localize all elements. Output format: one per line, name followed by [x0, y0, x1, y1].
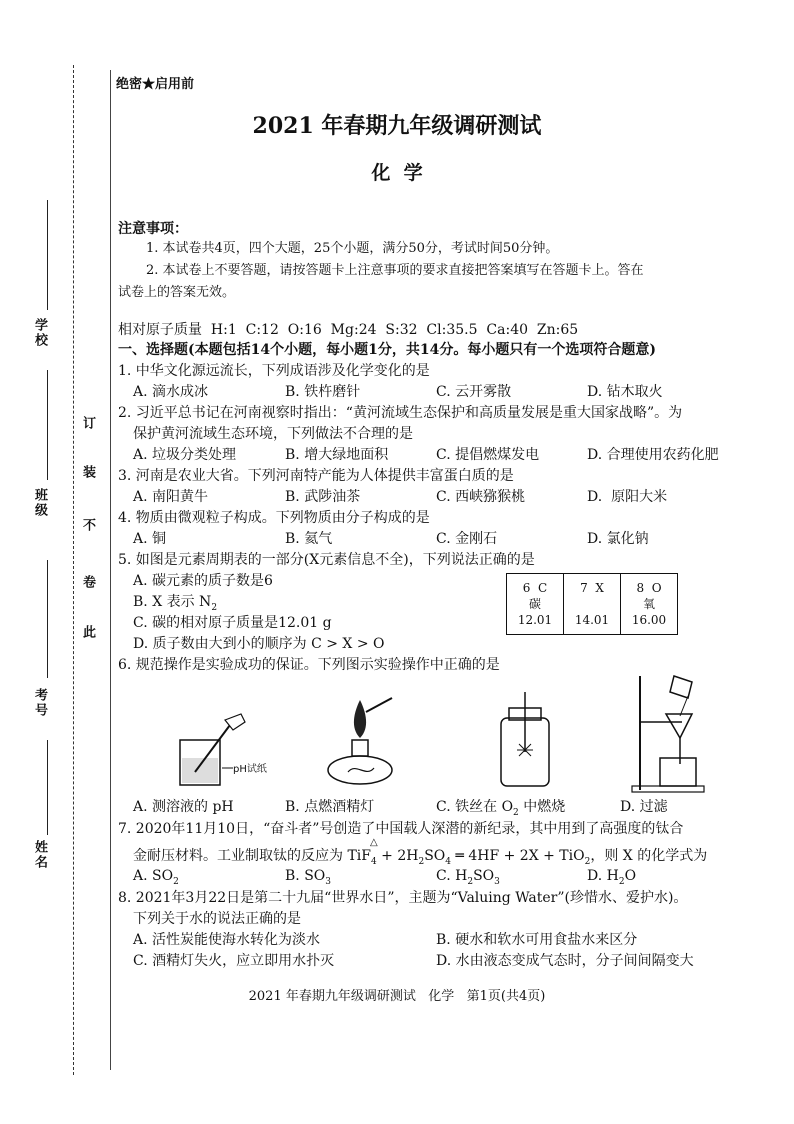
secret-label: 绝密★启用前 — [116, 77, 195, 92]
q2-stem-line1: 2. 习近平总书记在河南视察时指出：“黄河流域生态保护和高质量发展是重大国家战略”。为 — [118, 405, 683, 421]
q1-option-c: C. 云开雾散 — [436, 384, 512, 400]
q7-option-c — [436, 867, 500, 891]
subject-title: 化 学 — [371, 162, 423, 184]
q8-option-c: C. 酒精灯失火，应立即用水扑灭 — [133, 953, 335, 969]
notes-item-2: 2. 本试卷上不要答题，请按答题卡上注意事项的要求直接把答案填写在答题卡上。答在 — [146, 263, 644, 278]
exam-no-label: 考号 — [32, 688, 47, 718]
q7-stem-line1: 7. 2020年11月10日，“奋斗者”号创造了中国载人深潜的新纪录，其中用到了高强度的钛合 — [118, 821, 684, 837]
q7-option-c-text2: SO — [473, 868, 495, 884]
q7-option-a — [133, 867, 179, 891]
q7-option-a-sub: 2 — [173, 876, 179, 887]
q3-option-c: C. 西峡猕猴桃 — [436, 489, 526, 505]
q7-option-c-text: C. H — [436, 868, 468, 884]
oxygen-number-symbol: 8 O — [636, 581, 662, 595]
notes-title: 注意事项： — [118, 221, 188, 237]
name-label: 姓名 — [32, 840, 47, 870]
warning-char-3: 不 — [80, 518, 95, 533]
q1-stem: 1. 中华文化源远流长，下列成语涉及化学变化的是 — [118, 363, 430, 379]
q8-option-b: B. 硬水和软水可用食盐水来区分 — [436, 932, 638, 948]
q5-option-b-subscript: 2 — [211, 602, 218, 613]
q7-option-c-sub1: 2 — [467, 876, 474, 887]
q8-option-a: A. 活性炭能使海水转化为淡水 — [133, 932, 321, 948]
name-fill-line — [47, 740, 48, 835]
q3-option-d: D. 原阳大米 — [587, 489, 668, 505]
q7-text-b: + 2H — [376, 848, 419, 864]
q7-text-a: 金耐压材料。工业制取钛的反应为 TiF — [133, 848, 371, 864]
school-label: 学校 — [32, 318, 47, 348]
q8-option-d: D. 水由液态变成气态时，分子间间隔变大 — [436, 953, 694, 969]
carbon-mass: 12.01 — [517, 613, 553, 627]
q3-option-b: B. 武陟油茶 — [285, 489, 361, 505]
q7-option-c-sub2: 3 — [494, 876, 500, 887]
exam-title: 2021 年春期九年级调研测试 — [252, 113, 542, 139]
q7-option-a-text: A. SO — [133, 868, 174, 884]
q7-option-b-sub: 3 — [325, 876, 331, 887]
q1-option-a: A. 滴水成冰 — [133, 384, 209, 400]
q4-option-d: D. 氯化钠 — [587, 531, 649, 547]
element-cell-x — [564, 574, 621, 635]
atomic-mass-line: 相对原子质量 H:1 C:12 O:16 Mg:24 S:32 Cl:35.5 Ca:40 Zn:65 — [118, 322, 579, 338]
margin-rule — [110, 70, 111, 1070]
ph-test-illustration — [175, 710, 285, 790]
q5-stem: 5. 如图是元素周期表的一部分(X元素信息不全)，下列说法正确的是 — [118, 552, 535, 568]
q7-sub-4b: 4 — [445, 856, 452, 867]
q1-option-d: D. 钻木取火 — [587, 384, 663, 400]
q3-stem: 3. 河南是农业大省。下列河南特产能为人体提供丰富蛋白质的是 — [118, 468, 514, 484]
notes-item-3: 试卷上的答案无效。 — [118, 285, 236, 300]
iron-wire-illustration — [495, 690, 555, 790]
q8-stem-line1: 8. 2021年3月22日是第二十九届“世界水日”，主题为“Valuing Water”(珍惜水、爱护水)。 — [118, 890, 688, 906]
q4-option-c: C. 金刚石 — [436, 531, 498, 547]
q5-option-b-text: B. X 表示 N — [133, 594, 212, 610]
x-name — [565, 596, 619, 612]
q7-option-d-sub: 2 — [618, 876, 625, 887]
warning-char-1: 订 — [80, 416, 95, 431]
carbon-name: 碳 — [528, 597, 541, 611]
heat-symbol: △ — [370, 837, 378, 848]
q6-option-a: A. 测溶液的 pH — [133, 799, 234, 815]
alcohol-lamp-illustration — [322, 690, 402, 790]
q5-option-a: A. 碳元素的质子数是6 — [133, 573, 273, 589]
notes-item-1: 1. 本试卷共4页，四个大题，25个小题，满分50分，考试时间50分钟。 — [146, 241, 559, 256]
warning-char-5: 此 — [80, 625, 95, 640]
q6-option-c-tail: 中燃烧 — [523, 799, 566, 815]
q7-sub-2a: 2 — [418, 856, 425, 867]
x-number-symbol: 7 X — [580, 581, 604, 595]
q7-text-e: ，则 X 的化学式为 — [590, 848, 708, 864]
element-cell-carbon — [507, 574, 564, 635]
oxygen-mass: 16.00 — [631, 613, 667, 627]
periodic-table-fragment — [506, 573, 678, 635]
q8-stem-line2: 下列关于水的说法正确的是 — [133, 911, 301, 927]
q4-option-b: B. 氦气 — [285, 531, 333, 547]
q6-option-c — [436, 798, 565, 822]
q5-option-c: C. 碳的相对原子质量是12.01 g — [133, 615, 332, 631]
class-fill-line — [47, 370, 48, 480]
binding-line — [73, 65, 75, 1075]
q6-option-c-subscript: 2 — [513, 807, 519, 818]
q7-option-b — [285, 867, 331, 891]
warning-char-4: 卷 — [80, 575, 95, 590]
q5-option-d: D. 质子数由大到小的顺序为 C > X > O — [133, 636, 385, 652]
q2-option-b: B. 增大绿地面积 — [285, 447, 389, 463]
q6-option-d: D. 过滤 — [620, 799, 668, 815]
q6-option-c-text: C. 铁丝在 O — [436, 799, 514, 815]
exam-no-fill-line — [47, 560, 48, 678]
q7-option-d — [587, 867, 636, 891]
q7-text-c: SO — [424, 848, 446, 864]
section-heading: 一、选择题(本题包括14个小题，每小题1分，共14分。每小题只有一个选项符合题意) — [118, 342, 656, 358]
school-fill-line — [47, 200, 48, 310]
q4-option-a: A. 铜 — [133, 531, 167, 547]
class-label: 班级 — [32, 488, 47, 518]
carbon-number-symbol: 6 C — [522, 581, 548, 595]
q2-option-a: A. 垃圾分类处理 — [133, 447, 237, 463]
q1-option-b: B. 铁杵磨针 — [285, 384, 361, 400]
q2-option-c: C. 提倡燃煤发电 — [436, 447, 540, 463]
q6-option-b: B. 点燃酒精灯 — [285, 799, 375, 815]
q3-option-a: A. 南阳黄牛 — [133, 489, 209, 505]
q2-option-d: D. 合理使用农药化肥 — [587, 447, 719, 463]
q7-option-d-text2: O — [624, 868, 637, 884]
page-footer: 2021 年春期九年级调研测试 化学 第1页(共4页) — [248, 989, 546, 1004]
x-mass: 14.01 — [574, 613, 610, 627]
q7-option-d-text: D. H — [587, 868, 619, 884]
q4-stem: 4. 物质由微观粒子构成。下列物质由分子构成的是 — [118, 510, 430, 526]
q6-stem: 6. 规范操作是实验成功的保证。下列图示实验操作中正确的是 — [118, 657, 500, 673]
element-cell-oxygen — [621, 574, 678, 635]
q7-option-b-text: B. SO — [285, 868, 326, 884]
ph-paper-label: pH试纸 — [233, 764, 267, 775]
q7-sub-4a: 4 — [370, 856, 377, 867]
filtration-illustration — [630, 672, 710, 794]
q7-sub-2b: 2 — [584, 856, 591, 867]
q2-stem-line2: 保护黄河流域生态环境，下列做法不合理的是 — [133, 426, 413, 442]
oxygen-name: 氧 — [642, 597, 655, 611]
q7-text-d: ═ 4HF + 2X + TiO — [451, 848, 585, 864]
warning-char-2: 装 — [80, 465, 95, 480]
